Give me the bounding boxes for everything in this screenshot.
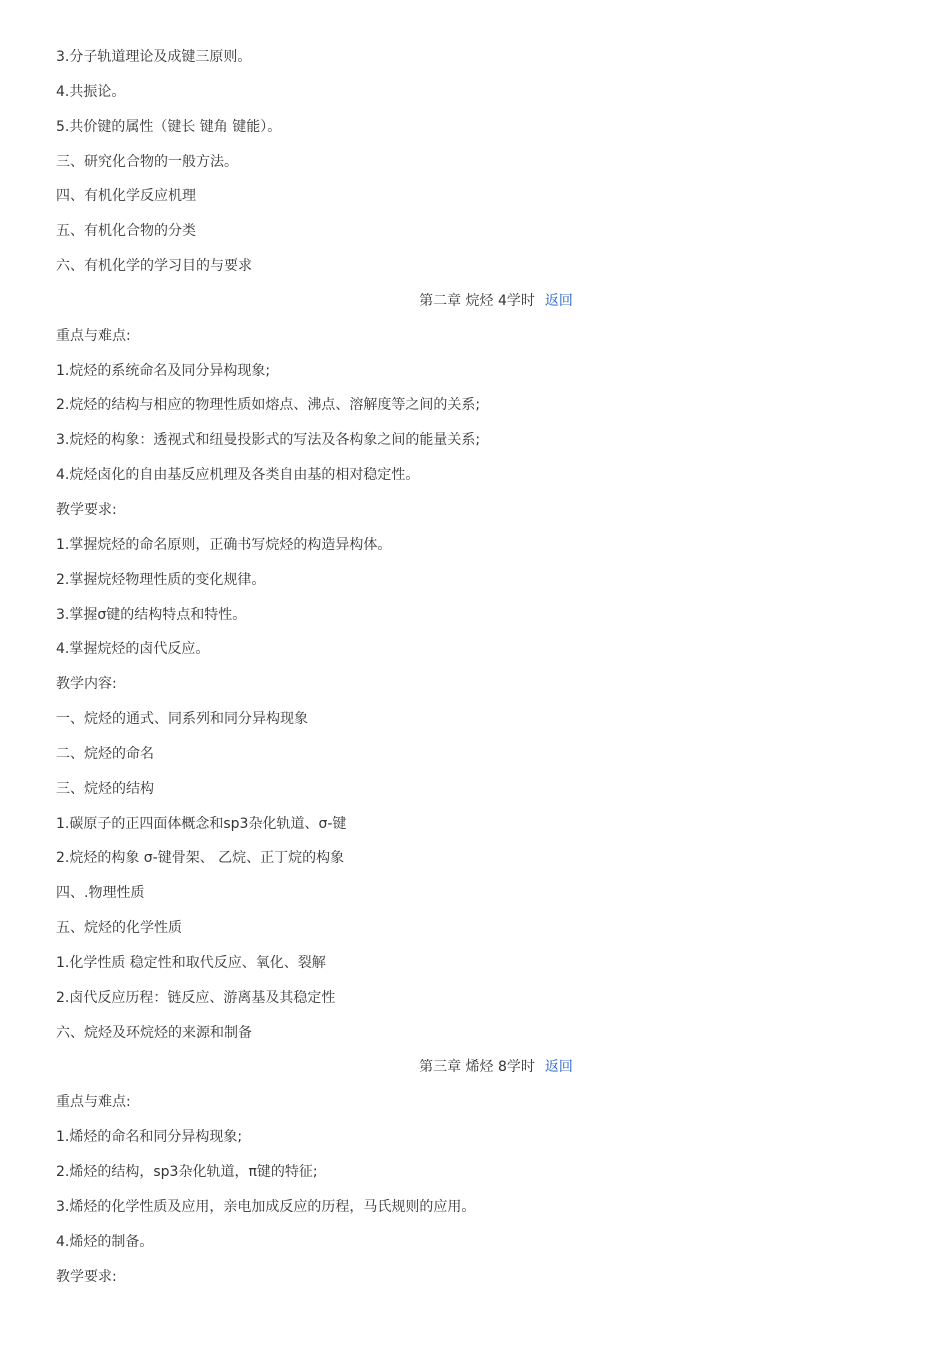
chapter-2-title: 第二章 烷烃 4学时 [419, 292, 535, 309]
text-line: 1.烯烃的命名和同分异构现象; [56, 1129, 243, 1146]
text-line: 五、有机化合物的分类 [56, 223, 196, 240]
text-line: 4.烷烃卤化的自由基反应机理及各类自由基的相对稳定性。 [56, 467, 420, 484]
text-line: 六、烷烃及环烷烃的来源和制备 [56, 1024, 252, 1041]
chapter-3-heading [56, 1057, 896, 1092]
text-line: 四、有机化学反应机理 [56, 188, 196, 205]
text-line: 五、烷烃的化学性质 [56, 920, 182, 937]
text-line: 2.卤代反应历程：链反应、游离基及其稳定性 [56, 989, 336, 1006]
chapter-3-title: 第三章 烯烃 8学时 [419, 1059, 535, 1076]
text-line: 三、烷烃的结构 [56, 780, 154, 797]
text-line: 一、烷烃的通式、同系列和同分异构现象 [56, 711, 308, 728]
text-line: 2.烷烃的结构与相应的物理性质如熔点、沸点、溶解度等之间的关系; [56, 397, 481, 414]
section-label: 重点与难点: [56, 327, 131, 344]
text-line: 3.烷烃的构象：透视式和纽曼投影式的写法及各构象之间的能量关系; [56, 432, 481, 449]
section-label: 重点与难点: [56, 1094, 131, 1111]
chapter-3-return-link[interactable]: 返回 [544, 1059, 573, 1076]
text-line: 1.化学性质 稳定性和取代反应、氧化、裂解 [56, 954, 326, 971]
text-line: 4.共振论。 [56, 83, 126, 100]
text-line: 3.分子轨道理论及成键三原则。 [56, 49, 252, 65]
text-line: 六、有机化学的学习目的与要求 [56, 258, 252, 275]
text-line: 4.烯烃的制备。 [56, 1233, 154, 1250]
syllabus-content [56, 47, 896, 1301]
text-line: 1.烷烃的系统命名及同分异构现象; [56, 362, 271, 379]
text-line: 四、.物理性质 [56, 885, 145, 902]
text-line: 二、烷烃的命名 [56, 745, 154, 762]
text-line: 3.掌握σ键的结构特点和特性。 [56, 606, 247, 623]
section-label: 教学要求: [56, 1268, 117, 1285]
text-line: 2.掌握烷烃物理性质的变化规律。 [56, 571, 266, 588]
text-line: 2.烯烃的结构，sp3杂化轨道，π键的特征; [56, 1164, 318, 1180]
chapter-2-return-link[interactable]: 返回 [544, 292, 573, 309]
section-label: 教学要求: [56, 501, 117, 518]
text-line: 1.碳原子的正四面体概念和sp3杂化轨道、σ-键 [56, 815, 347, 832]
text-line: 3.烯烃的化学性质及应用，亲电加成反应的历程，马氏规则的应用。 [56, 1198, 476, 1215]
chapter-2-heading [56, 291, 896, 326]
section-label: 教学内容: [56, 676, 117, 693]
text-line: 5.共价键的属性（键长 键角 键能）。 [56, 118, 282, 135]
text-line: 2.烷烃的构象 σ-键骨架、 乙烷、正丁烷的构象 [56, 850, 345, 867]
text-line: 4.掌握烷烃的卤代反应。 [56, 641, 210, 658]
text-line: 1.掌握烷烃的命名原则，正确书写烷烃的构造异构体。 [56, 536, 392, 553]
text-line: 三、研究化合物的一般方法。 [56, 153, 238, 170]
